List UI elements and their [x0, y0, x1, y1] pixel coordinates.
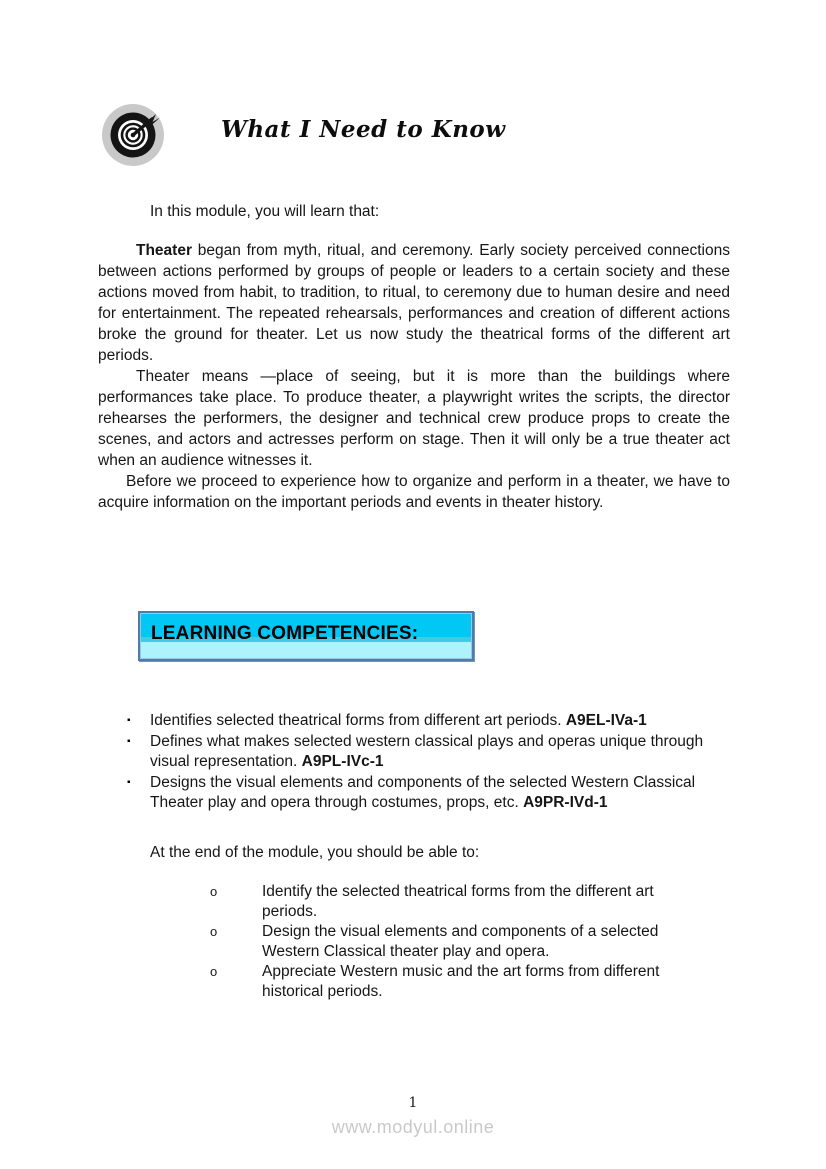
circle-bullet-icon: o [210, 964, 218, 979]
competency-code: A9PL-IVc-1 [301, 753, 384, 770]
list-item [210, 882, 684, 922]
competency-list [127, 711, 728, 814]
paragraph-before-we-proceed [98, 471, 730, 513]
competency-text [150, 773, 728, 814]
body-text [98, 240, 730, 513]
list-item [210, 922, 684, 962]
objective-text: Design the visual elements and components of a selected Western Classical theater play and opera. [262, 923, 659, 960]
competency-description: Defines what makes selected western classical plays and operas unique through visual representation. [150, 732, 704, 770]
page-number: 1 [408, 1095, 418, 1111]
list-item [127, 732, 728, 773]
paragraph-text: began from myth, ritual, and ceremony. Early society perceived connections between actions performed by groups of people or leaders to a certain society and these actions moved from habit, to tradition, to ritual, to ceremony due to human desire and need for entertainment. The repeated rehearsals, performances and creation of different actions broke the ground for theater. Let us now study the theatrical forms of the different art periods. [98, 242, 730, 364]
watermark: www.modyul.online [331, 1117, 495, 1137]
objectives-lead: At the end of the module, you should be able to: [150, 844, 480, 861]
competency-text [150, 732, 728, 773]
competency-description: Designs the visual elements and components of the selected Western Classical Theater play and opera through costumes, props, etc. [150, 773, 696, 811]
objectives-list [210, 882, 684, 1002]
paragraph-theater-origin [98, 240, 730, 366]
circle-bullet-icon: o [210, 884, 218, 899]
objective-text: Identify the selected theatrical forms from the different art periods. [262, 883, 654, 920]
target-icon [100, 102, 166, 168]
list-item [127, 773, 728, 814]
competency-description: Identifies selected theatrical forms from different art periods. [150, 712, 562, 729]
competency-text [150, 711, 728, 732]
paragraph-text: Before we proceed to experience how to organize and perform in a theater, we have to acquire information on the important periods and events in theater history. [98, 473, 730, 511]
competency-code: A9PR-IVd-1 [523, 794, 608, 811]
list-item [127, 711, 728, 732]
paragraph-bold-lead: Theater [136, 242, 192, 259]
competency-code: A9EL-IVa-1 [565, 712, 647, 729]
paragraph-theater-meaning [98, 366, 730, 471]
square-bullet-icon: ▪ [127, 776, 131, 788]
square-bullet-icon: ▪ [127, 715, 131, 726]
learning-competencies-banner [138, 611, 474, 661]
page-title: What I Need to Know [221, 116, 506, 143]
paragraph-text: Theater means —place of seeing, but it is more than the buildings where performances take place. To produce theater, a playwright writes the scripts, the director rehearses the performers, the designer and technical crew produce props to create the scenes, and actors and actresses perform on stage. Then it will only be a true theater act when an audience witnesses it. [98, 368, 730, 469]
objective-text: Appreciate Western music and the art forms from different historical periods. [262, 963, 660, 1000]
circle-bullet-icon: o [210, 924, 218, 939]
square-bullet-icon: ▪ [127, 735, 131, 747]
list-item [210, 962, 684, 1002]
learning-competencies-label: LEARNING COMPETENCIES: [151, 623, 419, 644]
intro-lead: In this module, you will learn that: [150, 203, 380, 220]
